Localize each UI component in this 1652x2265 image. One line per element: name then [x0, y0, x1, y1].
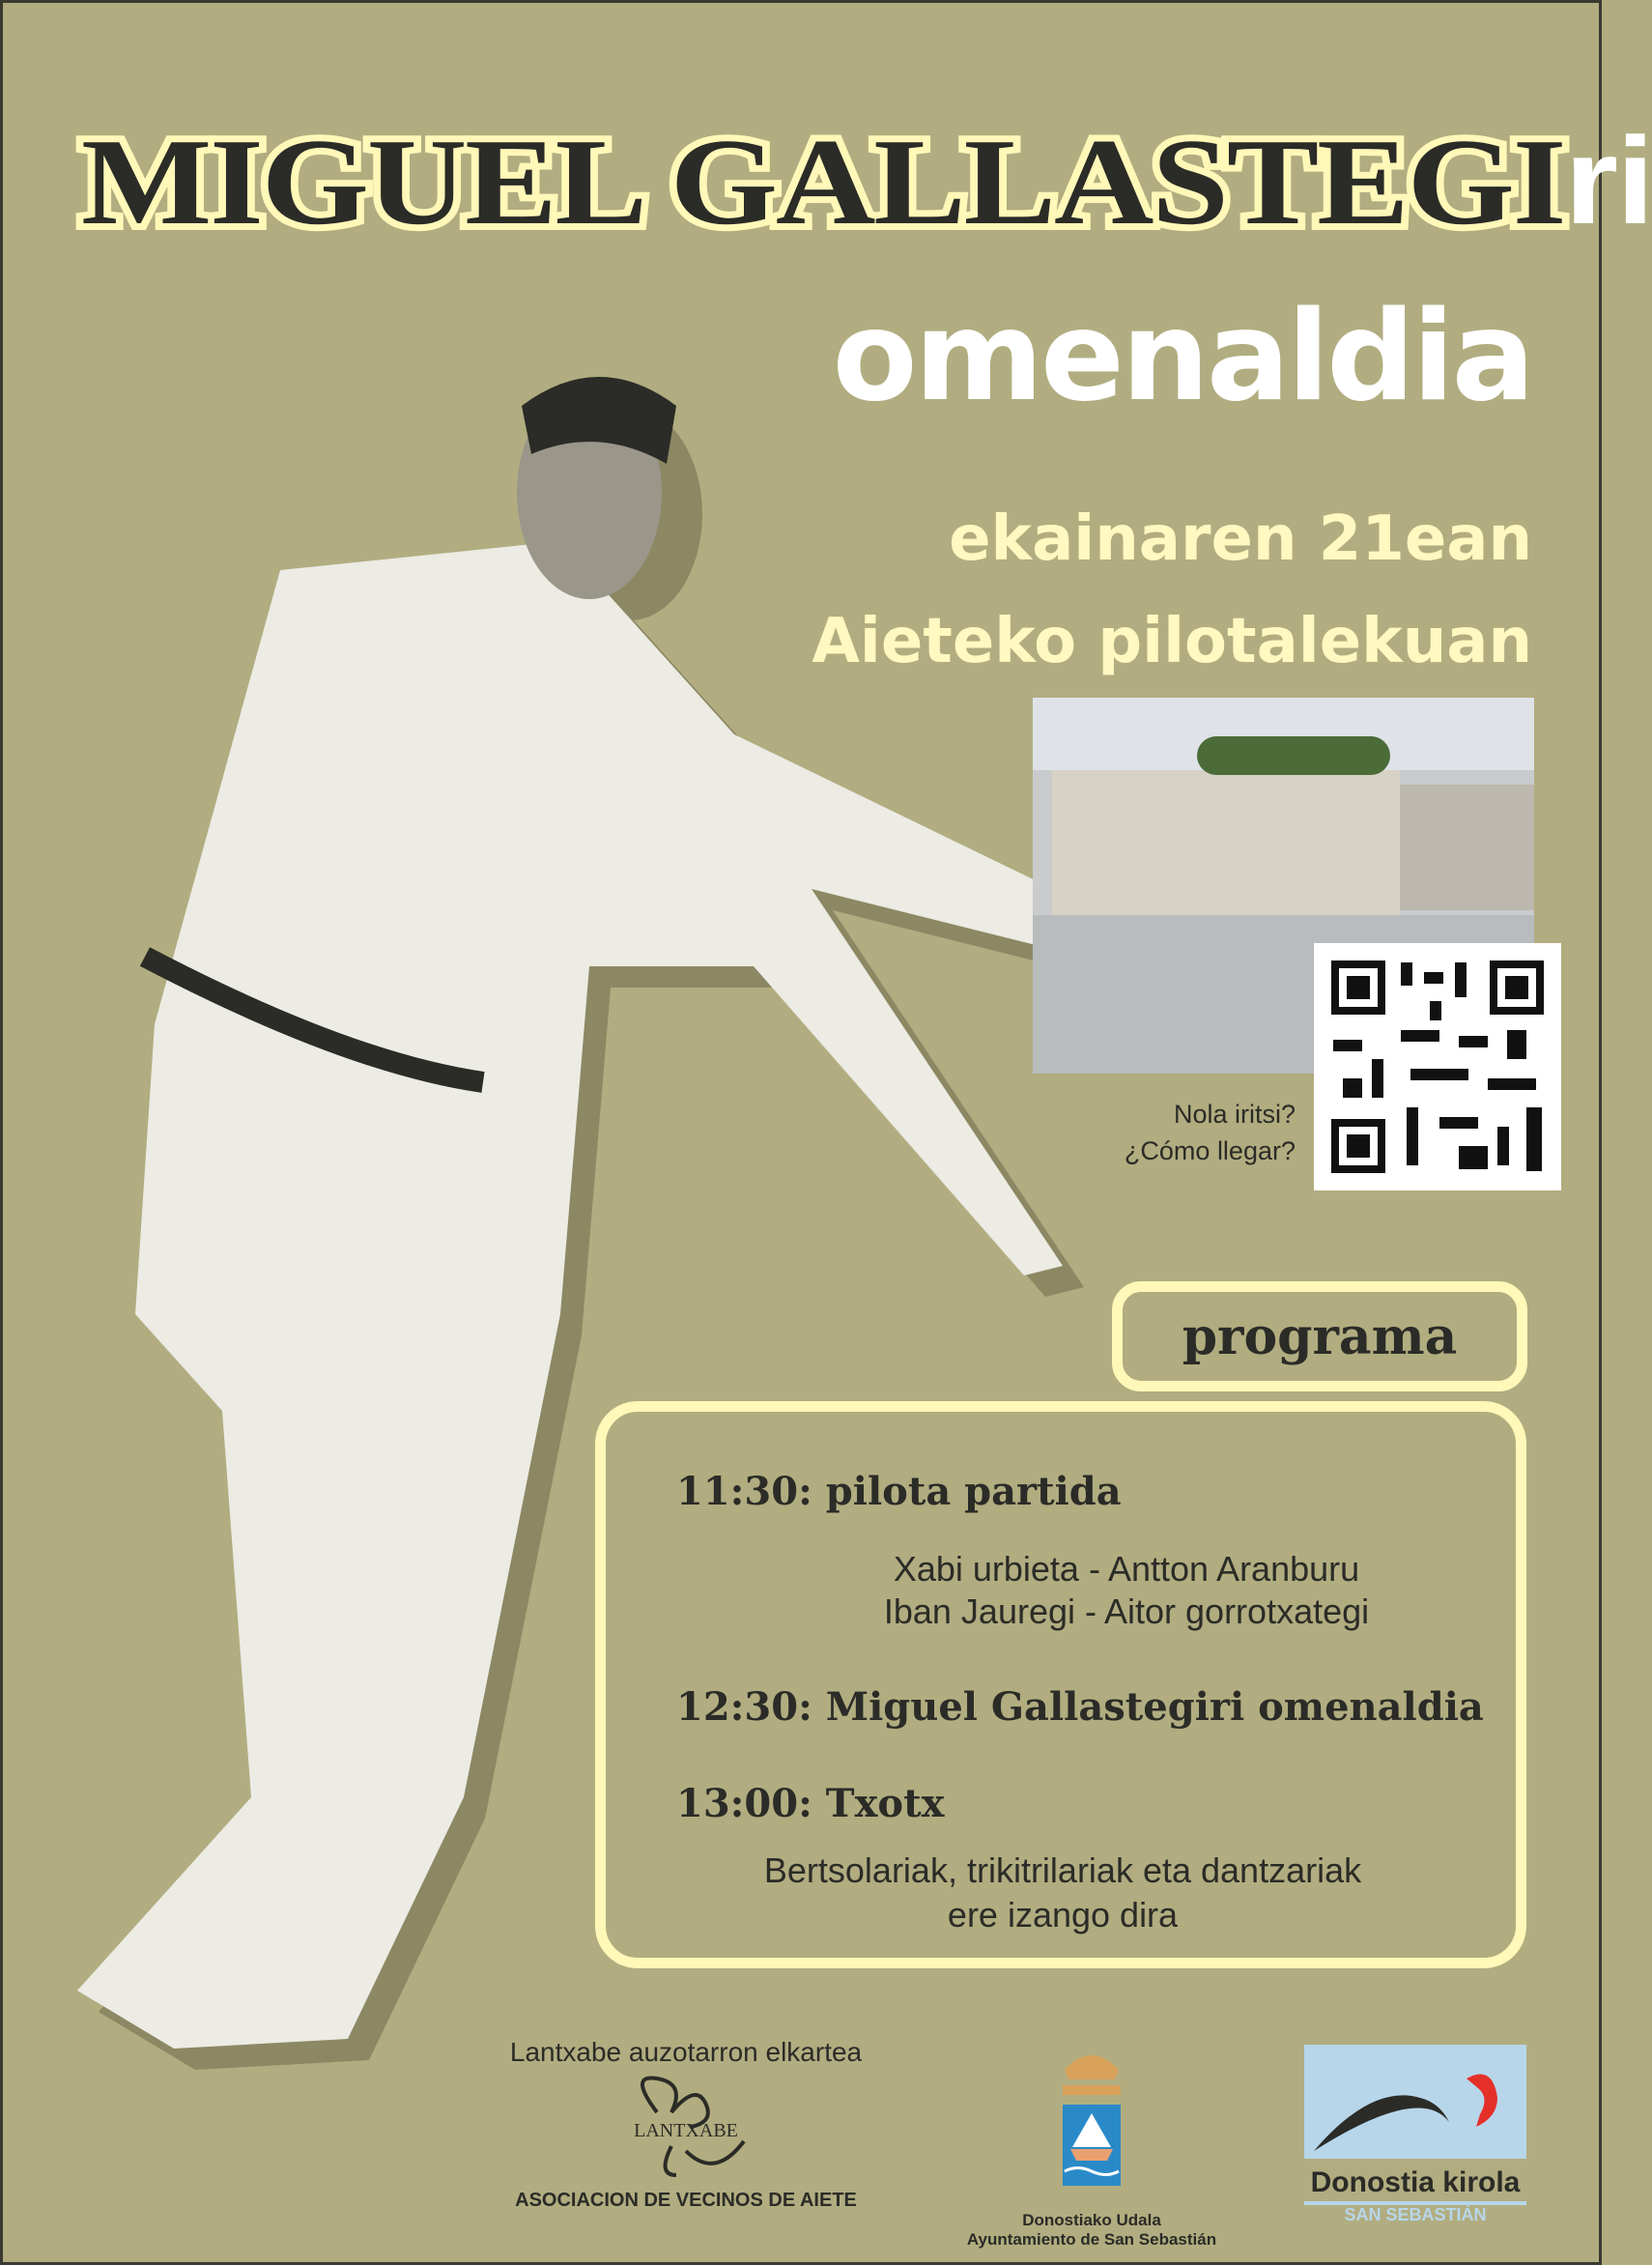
item-title: pilota partida	[825, 1469, 1122, 1514]
item-detail: Xabi urbieta - Antton Aranburu	[893, 1549, 1360, 1589]
directions-es: ¿Cómo llegar?	[1124, 1136, 1296, 1165]
lantxabe-bottom: ASOCIACION DE VECINOS DE AIETE	[515, 2190, 857, 2211]
program-label: programa	[1112, 1281, 1527, 1391]
kirola-line2: SAN SEBASTIÁN	[1344, 2205, 1487, 2224]
directions-eu: Nola iritsi?	[1173, 1100, 1296, 1129]
lantxabe-mark: LANTXABE	[634, 2120, 738, 2141]
program-item-2	[676, 1684, 1484, 1730]
kirola-line1: Donostia kirola	[1310, 2166, 1521, 2198]
title-name: MIGUEL GALLASTEGI	[81, 113, 1565, 250]
item-title: Txotx	[825, 1781, 945, 1826]
event-date: ekainaren 21ean	[949, 503, 1532, 575]
lantxabe-top: Lantxabe auzotarron elkartea	[509, 2037, 863, 2067]
item-title: Miguel Gallastegiri omenaldia	[825, 1684, 1484, 1730]
lantxabe-logo	[464, 2037, 908, 2212]
title-line2: omenaldia	[832, 285, 1532, 429]
item-detail: ere izango dira	[947, 1895, 1179, 1935]
item-time: 12:30:	[676, 1684, 812, 1730]
item-detail: Bertsolariak, trikitrilariak eta dantzariak	[763, 1850, 1362, 1890]
qr-code[interactable]	[1314, 943, 1561, 1190]
city-shield-icon	[1053, 2041, 1130, 2205]
program-item-1	[676, 1469, 1122, 1514]
kirola-swoosh-icon	[1304, 2045, 1526, 2159]
item-time: 11:30:	[676, 1469, 812, 1514]
donostia-kirola-logo	[1304, 2045, 1526, 2225]
item-time: 13:00:	[676, 1781, 812, 1826]
udala-line2: Ayuntamiento de San Sebastián	[966, 2230, 1217, 2249]
item-detail: Iban Jauregi - Aitor gorrotxategi	[883, 1591, 1370, 1631]
donostia-udala-logo	[966, 2041, 1217, 2250]
program-item-3	[676, 1781, 944, 1826]
udala-line1: Donostiako Udala	[1022, 2211, 1161, 2229]
poster-title	[81, 114, 1652, 249]
event-place: Aieteko pilotalekuan	[812, 606, 1532, 677]
title-suffix: ri	[1564, 112, 1652, 250]
